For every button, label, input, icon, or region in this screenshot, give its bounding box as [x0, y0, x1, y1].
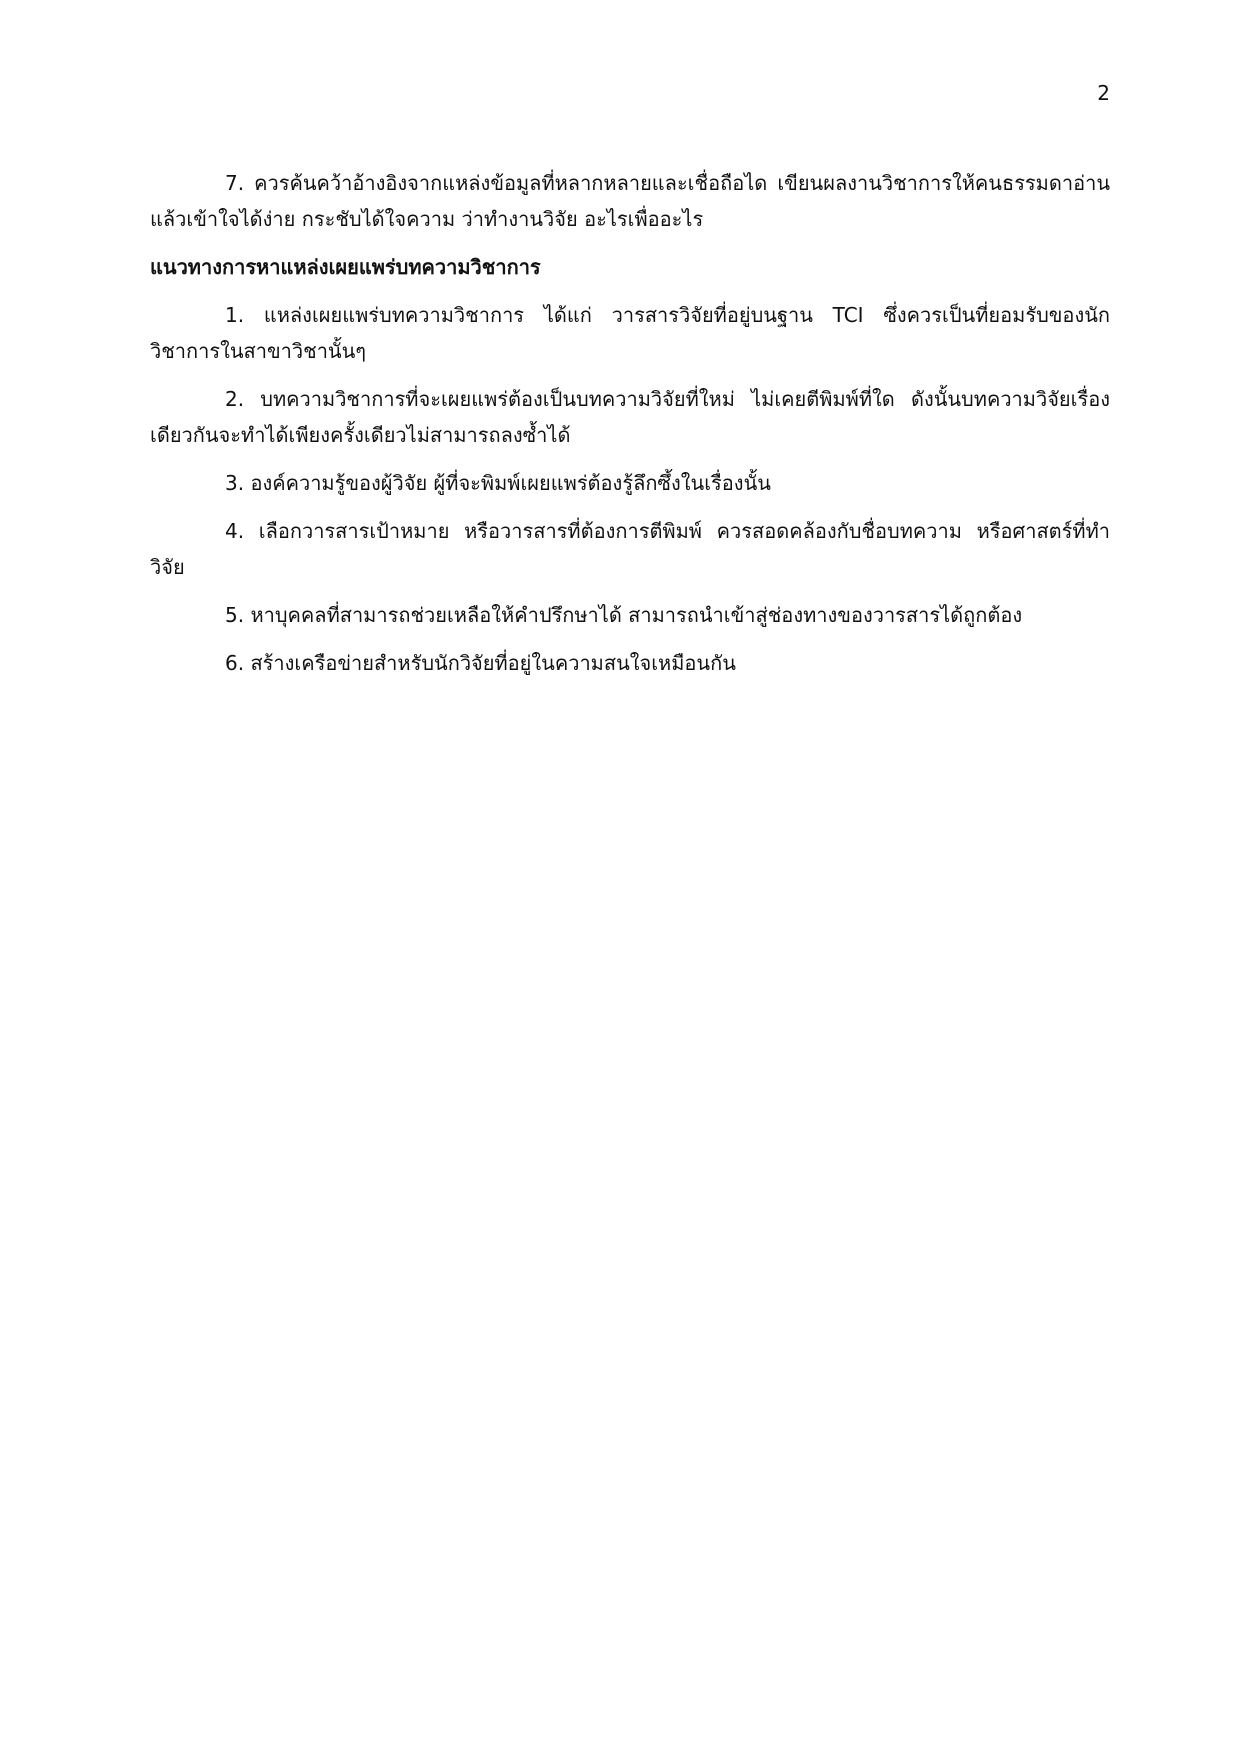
list-item: 4. เลือกวารสารเป้าหมาย หรือวารสารที่ต้องการตีพิมพ์ ควรสอดคล้องกับชื่อบทความ หรือศาสตร์ที่ทำวิจัย	[150, 519, 1110, 579]
document-body	[150, 165, 1110, 681]
list-item: 3. องค์ความรู้ของผู้วิจัย ผู้ที่จะพิมพ์เผยแพร่ต้องรู้ลึกซึ้งในเรื่องนั้น	[225, 471, 771, 495]
list-item: 2. บทความวิชาการที่จะเผยแพร่ต้องเป็นบทความวิจัยที่ใหม่ ไม่เคยตีพิมพ์ที่ใด ดังนั้นบทความวิจัยเรื่องเดียวกันจะทำได้เพียงครั้งเดียวไม่สามารถลงซ้ำได้	[150, 387, 1110, 447]
list-item: 1. แหล่งเผยแพร่บทความวิชาการ ได้แก่ วารสารวิจัยที่อยู่บนฐาน TCI ซึ่งควรเป็นที่ยอมรับของนักวิชาการในสาขาวิชานั้นๆ	[150, 303, 1110, 363]
section-heading: แนวทางการหาแหล่งเผยแพร่บทความวิชาการ	[150, 255, 541, 279]
list-item: 5. หาบุคคลที่สามารถช่วยเหลือให้คำปรึกษาได้ สามารถนำเข้าสู่ช่องทางของวารสารได้ถูกต้อง	[225, 603, 1023, 627]
intro-paragraph: 7. ควรค้นคว้าอ้างอิงจากแหล่งข้อมูลที่หลากหลายและเชื่อถือได เขียนผลงานวิชาการให้คนธรรมดาอ่านแล้วเข้าใจได้ง่าย กระชับได้ใจความ ว่าทำงานวิจัย อะไรเพื่ออะไร	[150, 171, 1110, 231]
page-number: 2	[1097, 81, 1110, 105]
list-item: 6. สร้างเครือข่ายสำหรับนักวิจัยที่อยู่ในความสนใจเหมือนกัน	[225, 651, 736, 675]
